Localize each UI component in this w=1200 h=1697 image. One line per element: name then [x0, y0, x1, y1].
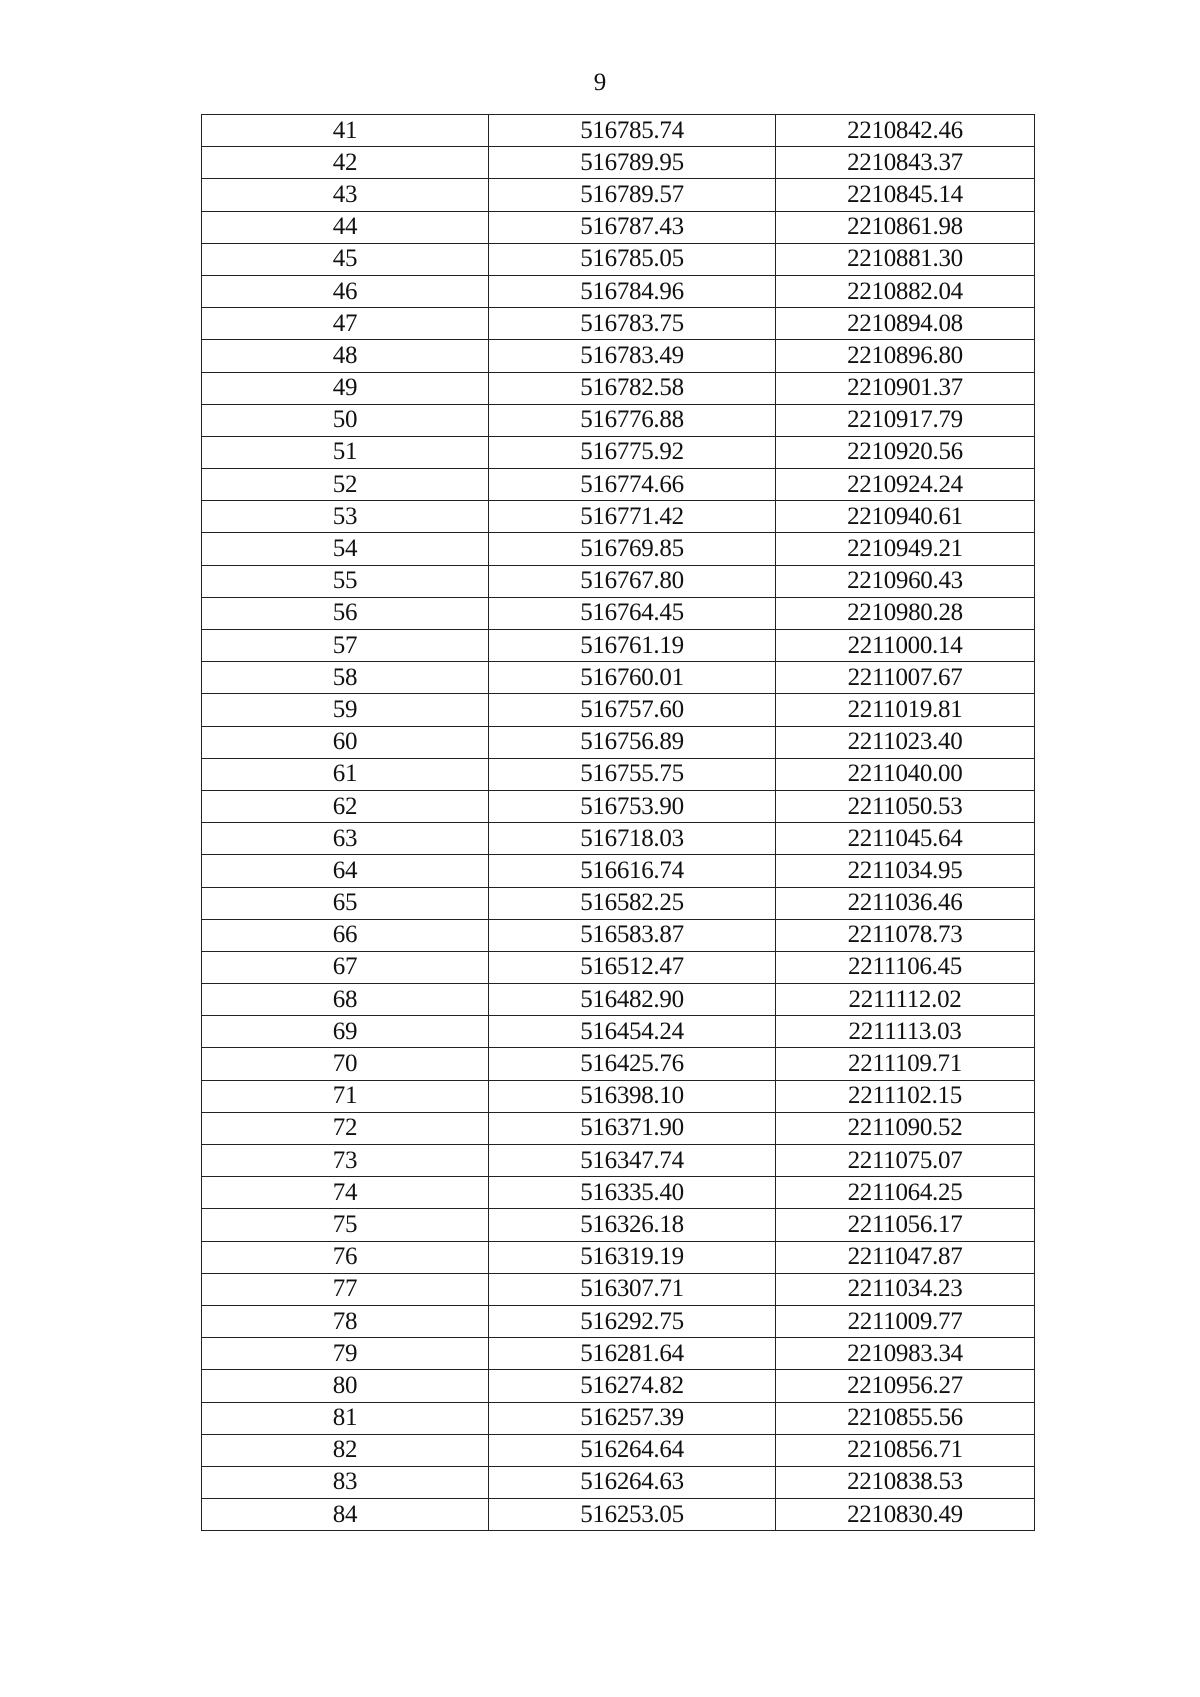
coordinates-table [201, 114, 1035, 1531]
table-row [202, 1402, 1035, 1434]
point-number-cell: 70 [202, 1048, 489, 1080]
x-coordinate-cell: 516319.19 [489, 1241, 776, 1273]
table-row [202, 179, 1035, 211]
y-coordinate-cell: 2211007.67 [776, 662, 1035, 694]
x-coordinate-cell: 516771.42 [489, 501, 776, 533]
page-number: 9 [593, 69, 607, 96]
point-number-cell: 42 [202, 147, 489, 179]
table-row [202, 887, 1035, 919]
x-coordinate-cell: 516764.45 [489, 597, 776, 629]
x-coordinate-cell: 516347.74 [489, 1145, 776, 1177]
point-number-cell: 75 [202, 1209, 489, 1241]
table-row [202, 694, 1035, 726]
x-coordinate-cell: 516371.90 [489, 1112, 776, 1144]
y-coordinate-cell: 2210983.34 [776, 1338, 1035, 1370]
x-coordinate-cell: 516774.66 [489, 469, 776, 501]
y-coordinate-cell: 2210949.21 [776, 533, 1035, 565]
table-row [202, 243, 1035, 275]
table-row [202, 597, 1035, 629]
point-number-cell: 62 [202, 790, 489, 822]
y-coordinate-cell: 2211019.81 [776, 694, 1035, 726]
point-number-cell: 69 [202, 1016, 489, 1048]
y-coordinate-cell: 2210856.71 [776, 1434, 1035, 1466]
y-coordinate-cell: 2211106.45 [776, 951, 1035, 983]
table-row [202, 1145, 1035, 1177]
point-number-cell: 47 [202, 308, 489, 340]
y-coordinate-cell: 2210881.30 [776, 243, 1035, 275]
x-coordinate-cell: 516482.90 [489, 984, 776, 1016]
y-coordinate-cell: 2211056.17 [776, 1209, 1035, 1241]
x-coordinate-cell: 516776.88 [489, 404, 776, 436]
table-row [202, 951, 1035, 983]
table-row [202, 115, 1035, 147]
point-number-cell: 64 [202, 855, 489, 887]
point-number-cell: 49 [202, 372, 489, 404]
point-number-cell: 60 [202, 726, 489, 758]
y-coordinate-cell: 2210901.37 [776, 372, 1035, 404]
y-coordinate-cell: 2211036.46 [776, 887, 1035, 919]
y-coordinate-cell: 2211078.73 [776, 919, 1035, 951]
x-coordinate-cell: 516264.63 [489, 1466, 776, 1498]
y-coordinate-cell: 2210845.14 [776, 179, 1035, 211]
x-coordinate-cell: 516783.49 [489, 340, 776, 372]
x-coordinate-cell: 516782.58 [489, 372, 776, 404]
table-row [202, 211, 1035, 243]
point-number-cell: 63 [202, 823, 489, 855]
y-coordinate-cell: 2210861.98 [776, 211, 1035, 243]
y-coordinate-cell: 2211000.14 [776, 630, 1035, 662]
table-row [202, 308, 1035, 340]
point-number-cell: 44 [202, 211, 489, 243]
point-number-cell: 72 [202, 1112, 489, 1144]
point-number-cell: 74 [202, 1177, 489, 1209]
x-coordinate-cell: 516264.64 [489, 1434, 776, 1466]
y-coordinate-cell: 2210940.61 [776, 501, 1035, 533]
y-coordinate-cell: 2210920.56 [776, 436, 1035, 468]
point-number-cell: 83 [202, 1466, 489, 1498]
x-coordinate-cell: 516755.75 [489, 758, 776, 790]
table-row [202, 147, 1035, 179]
x-coordinate-cell: 516253.05 [489, 1499, 776, 1531]
x-coordinate-cell: 516718.03 [489, 823, 776, 855]
x-coordinate-cell: 516292.75 [489, 1305, 776, 1337]
table-row [202, 1273, 1035, 1305]
point-number-cell: 52 [202, 469, 489, 501]
table-row [202, 1466, 1035, 1498]
y-coordinate-cell: 2211047.87 [776, 1241, 1035, 1273]
y-coordinate-cell: 2210917.79 [776, 404, 1035, 436]
y-coordinate-cell: 2211034.95 [776, 855, 1035, 887]
point-number-cell: 55 [202, 565, 489, 597]
point-number-cell: 68 [202, 984, 489, 1016]
x-coordinate-cell: 516760.01 [489, 662, 776, 694]
point-number-cell: 76 [202, 1241, 489, 1273]
x-coordinate-cell: 516274.82 [489, 1370, 776, 1402]
table-row [202, 1338, 1035, 1370]
point-number-cell: 50 [202, 404, 489, 436]
y-coordinate-cell: 2211034.23 [776, 1273, 1035, 1305]
y-coordinate-cell: 2210894.08 [776, 308, 1035, 340]
y-coordinate-cell: 2210924.24 [776, 469, 1035, 501]
point-number-cell: 56 [202, 597, 489, 629]
x-coordinate-cell: 516257.39 [489, 1402, 776, 1434]
table-row [202, 855, 1035, 887]
point-number-cell: 54 [202, 533, 489, 565]
x-coordinate-cell: 516785.05 [489, 243, 776, 275]
x-coordinate-cell: 516398.10 [489, 1080, 776, 1112]
table-row [202, 404, 1035, 436]
x-coordinate-cell: 516789.95 [489, 147, 776, 179]
x-coordinate-cell: 516757.60 [489, 694, 776, 726]
y-coordinate-cell: 2211112.02 [776, 984, 1035, 1016]
y-coordinate-cell: 2210843.37 [776, 147, 1035, 179]
table-row [202, 372, 1035, 404]
table-row [202, 340, 1035, 372]
point-number-cell: 51 [202, 436, 489, 468]
point-number-cell: 41 [202, 115, 489, 147]
x-coordinate-cell: 516326.18 [489, 1209, 776, 1241]
table-row [202, 662, 1035, 694]
point-number-cell: 53 [202, 501, 489, 533]
table-row [202, 1241, 1035, 1273]
y-coordinate-cell: 2211109.71 [776, 1048, 1035, 1080]
x-coordinate-cell: 516582.25 [489, 887, 776, 919]
table-row [202, 436, 1035, 468]
x-coordinate-cell: 516616.74 [489, 855, 776, 887]
y-coordinate-cell: 2210980.28 [776, 597, 1035, 629]
table-row [202, 275, 1035, 307]
point-number-cell: 43 [202, 179, 489, 211]
y-coordinate-cell: 2210956.27 [776, 1370, 1035, 1402]
point-number-cell: 79 [202, 1338, 489, 1370]
table-row [202, 726, 1035, 758]
point-number-cell: 77 [202, 1273, 489, 1305]
x-coordinate-cell: 516583.87 [489, 919, 776, 951]
x-coordinate-cell: 516335.40 [489, 1177, 776, 1209]
x-coordinate-cell: 516783.75 [489, 308, 776, 340]
point-number-cell: 80 [202, 1370, 489, 1402]
table-row [202, 469, 1035, 501]
point-number-cell: 46 [202, 275, 489, 307]
y-coordinate-cell: 2210842.46 [776, 115, 1035, 147]
y-coordinate-cell: 2210882.04 [776, 275, 1035, 307]
table-row [202, 1209, 1035, 1241]
point-number-cell: 73 [202, 1145, 489, 1177]
y-coordinate-cell: 2211009.77 [776, 1305, 1035, 1337]
x-coordinate-cell: 516425.76 [489, 1048, 776, 1080]
table-row [202, 758, 1035, 790]
x-coordinate-cell: 516769.85 [489, 533, 776, 565]
x-coordinate-cell: 516785.74 [489, 115, 776, 147]
point-number-cell: 81 [202, 1402, 489, 1434]
x-coordinate-cell: 516761.19 [489, 630, 776, 662]
table-row [202, 984, 1035, 1016]
table-row [202, 919, 1035, 951]
x-coordinate-cell: 516756.89 [489, 726, 776, 758]
coordinates-table-body [202, 115, 1035, 1531]
point-number-cell: 78 [202, 1305, 489, 1337]
table-row [202, 565, 1035, 597]
point-number-cell: 84 [202, 1499, 489, 1531]
table-row [202, 1434, 1035, 1466]
table-row [202, 1370, 1035, 1402]
table-row [202, 1016, 1035, 1048]
table-row [202, 1305, 1035, 1337]
x-coordinate-cell: 516787.43 [489, 211, 776, 243]
table-row [202, 630, 1035, 662]
y-coordinate-cell: 2211023.40 [776, 726, 1035, 758]
point-number-cell: 67 [202, 951, 489, 983]
point-number-cell: 58 [202, 662, 489, 694]
table-row [202, 790, 1035, 822]
table-row [202, 1048, 1035, 1080]
x-coordinate-cell: 516454.24 [489, 1016, 776, 1048]
x-coordinate-cell: 516281.64 [489, 1338, 776, 1370]
point-number-cell: 66 [202, 919, 489, 951]
y-coordinate-cell: 2211050.53 [776, 790, 1035, 822]
y-coordinate-cell: 2210896.80 [776, 340, 1035, 372]
point-number-cell: 61 [202, 758, 489, 790]
point-number-cell: 45 [202, 243, 489, 275]
table-row [202, 501, 1035, 533]
point-number-cell: 71 [202, 1080, 489, 1112]
point-number-cell: 59 [202, 694, 489, 726]
table-row [202, 1499, 1035, 1531]
point-number-cell: 57 [202, 630, 489, 662]
y-coordinate-cell: 2211075.07 [776, 1145, 1035, 1177]
table-row [202, 533, 1035, 565]
x-coordinate-cell: 516307.71 [489, 1273, 776, 1305]
point-number-cell: 48 [202, 340, 489, 372]
table-row [202, 823, 1035, 855]
y-coordinate-cell: 2211040.00 [776, 758, 1035, 790]
y-coordinate-cell: 2211045.64 [776, 823, 1035, 855]
y-coordinate-cell: 2210838.53 [776, 1466, 1035, 1498]
point-number-cell: 65 [202, 887, 489, 919]
y-coordinate-cell: 2210855.56 [776, 1402, 1035, 1434]
x-coordinate-cell: 516789.57 [489, 179, 776, 211]
table-row [202, 1177, 1035, 1209]
y-coordinate-cell: 2211102.15 [776, 1080, 1035, 1112]
table-row [202, 1080, 1035, 1112]
y-coordinate-cell: 2211113.03 [776, 1016, 1035, 1048]
y-coordinate-cell: 2211064.25 [776, 1177, 1035, 1209]
y-coordinate-cell: 2210960.43 [776, 565, 1035, 597]
x-coordinate-cell: 516512.47 [489, 951, 776, 983]
y-coordinate-cell: 2210830.49 [776, 1499, 1035, 1531]
x-coordinate-cell: 516767.80 [489, 565, 776, 597]
point-number-cell: 82 [202, 1434, 489, 1466]
x-coordinate-cell: 516753.90 [489, 790, 776, 822]
y-coordinate-cell: 2211090.52 [776, 1112, 1035, 1144]
x-coordinate-cell: 516784.96 [489, 275, 776, 307]
table-row [202, 1112, 1035, 1144]
x-coordinate-cell: 516775.92 [489, 436, 776, 468]
